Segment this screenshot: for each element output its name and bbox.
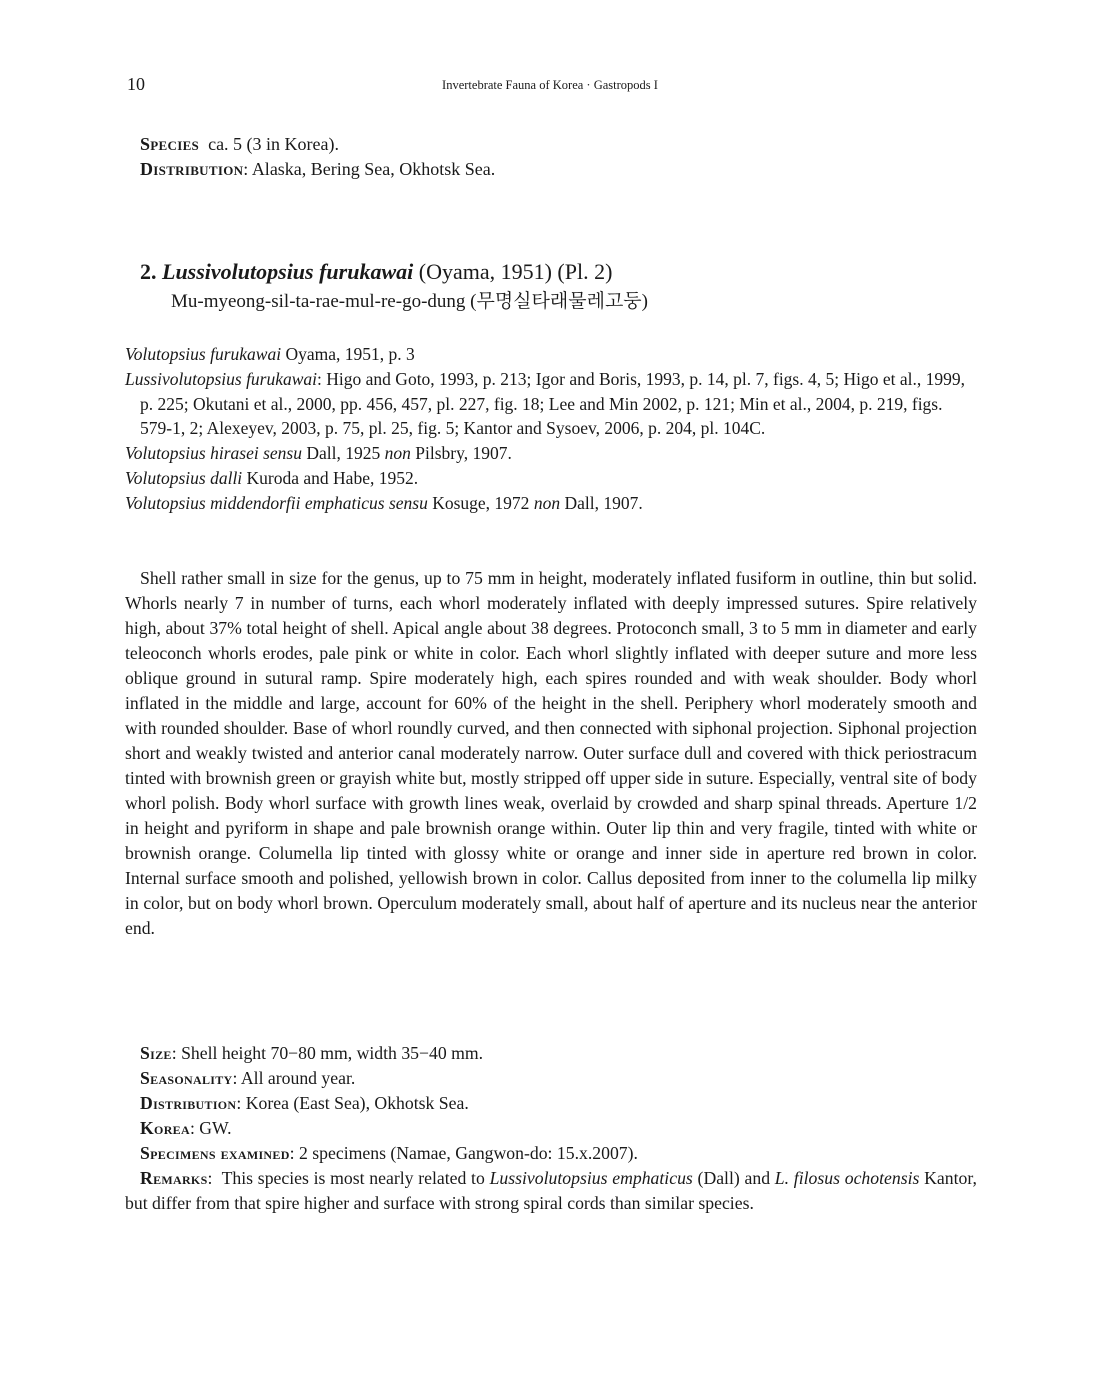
synonym-name: Volutopsius dalli xyxy=(125,467,243,488)
synonym-citation: : Higo and Goto, 1993, p. 213; Igor and Boris, 1993, p. 14, pl. 7, figs. 4, 5; Higo et al., 1999, p. 225; Okutani et al., 2000, pp. 456, 457, pl. 227, fig. 18; Lee and Min 2002, p. 121; Min et al., 2004, p. 219, figs. 579-1, 2; Alexeyev, 2003, p. 75, pl. 25, fig. 5; Kantor and Sysoev, 2006, p. 204, pl. 104C. xyxy=(140,368,965,439)
distribution-text: Alaska, Bering Sea, Okhotsk Sea. xyxy=(251,159,496,179)
synonym-citation: Kuroda and Habe, 1952. xyxy=(242,467,419,488)
synonym-name: Lussivolutopsius furukawai xyxy=(125,368,318,389)
scientific-name: Lussivolutopsius furukawai xyxy=(162,259,414,284)
korean-common-name: Mu-myeong-sil-ta-rae-mul-re-go-dung (무명실타래물레고둥) xyxy=(171,291,648,312)
korea-text: GW. xyxy=(199,1118,232,1138)
remarks-text: This species is most nearly related to xyxy=(221,1168,490,1188)
remarks-text: (Dall) and xyxy=(692,1168,775,1188)
remarks-species-name: Lussivolutopsius emphaticus xyxy=(489,1168,693,1188)
running-title: Invertebrate Fauna of Korea · Gastropods I xyxy=(442,78,658,92)
synonym-citation: Kosuge, 1972 xyxy=(427,492,534,513)
page-number: 10 xyxy=(127,74,145,94)
distribution-text: Korea (East Sea), Okhotsk Sea. xyxy=(245,1093,469,1113)
synonym-entry xyxy=(125,342,977,367)
species-label: Species xyxy=(140,134,200,154)
synonym-name: Volutopsius middendorfii emphaticus sensu xyxy=(125,492,428,513)
species-notes xyxy=(125,1041,977,1216)
specimens-label: Specimens examined xyxy=(140,1143,290,1163)
remarks-text: Kantor, but differ from that spire higher and surface with strong spiral cords than similar species. xyxy=(125,1168,977,1213)
specimens-text: 2 specimens (Namae, Gangwon-do: 15.x.2007). xyxy=(299,1143,638,1163)
remarks-label: Remarks xyxy=(140,1168,208,1188)
remarks-species-name: L. filosus ochotensis xyxy=(774,1168,920,1188)
species-description: Shell rather small in size for the genus, up to 75 mm in height, moderately inflated fusiform in outline, thin but solid. Whorls nearly 7 in number of turns, each whorl moderately inflated with deeply impressed sutures. Spire relatively high, about 37% total height of shell. Apical angle about 38 degrees. Protoconch small, 3 to 5 mm in diameter and early teleoconch whorls erodes, pale pink or white in color. Each whorl slightly inflated with deeper suture and more less oblique ground in sutural ramp. Spire moderately high, each spires rounded and with weak shoulder. Body whorl inflated in the middle and large, account for 60% of the height in the shell. Periphery whorl moderately smooth and with rounded shoulder. Base of whorl roundly curved, and then connected with siphonal projection. Siphonal projection short and weakly twisted and anterior canal moderately narrow. Outer surface dull and covered with thick periostracum tinted with brownish green or grayish white but, mostly stripped off upper side in suture. Especially, ventral site of body whorl polish. Body whorl surface with growth lines weak, overlaid by crowded and sharp spinal threads. Aperture 1/2 in height and pyriform in shape and pale brownish orange within. Outer lip thin and very fragile, tinted with white or brownish orange. Columella lip tinted with glossy white or orange and inner side in aperture red brown in color. Internal surface smooth and polished, yellowish brown in color. Callus deposited from inner to the columella lip milky in color, but on body whorl brown. Operculum moderately small, about half of aperture and its nucleus near the anterior end. xyxy=(125,568,977,938)
synonym-citation: Oyama, 1951, p. 3 xyxy=(281,344,415,364)
korea-label: Korea xyxy=(140,1118,190,1138)
synonym-qualifier: non xyxy=(533,492,561,513)
size-note: Size: Shell height 70−80 mm, width 35−40 mm. xyxy=(140,1043,484,1063)
seasonality-text: All around year. xyxy=(240,1068,356,1088)
distribution-note: Distribution: Korea (East Sea), Okhotsk Sea. xyxy=(140,1093,469,1113)
seasonality-note: Seasonality: All around year. xyxy=(140,1068,356,1088)
synonym-name: Volutopsius furukawai xyxy=(125,344,282,364)
genus-distribution: Distribution: Alaska, Bering Sea, Okhotsk Sea. xyxy=(140,159,496,179)
korea-note: Korea: GW. xyxy=(140,1118,232,1138)
species-number: 2. xyxy=(140,259,157,284)
synonym-entry xyxy=(125,441,977,466)
size-label: Size xyxy=(140,1043,172,1063)
species-count-text: ca. 5 (3 in Korea). xyxy=(208,134,340,154)
specimens-note: Specimens examined: 2 specimens (Namae, Gangwon-do: 15.x.2007). xyxy=(140,1143,638,1163)
distribution-label: Distribution xyxy=(140,1093,237,1113)
species-heading xyxy=(140,257,612,287)
synonym-name: Volutopsius hirasei sensu xyxy=(125,443,302,464)
synonym-citation: Dall, 1925 xyxy=(301,443,385,464)
size-text: Shell height 70−80 mm, width 35−40 mm. xyxy=(181,1043,484,1063)
synonym-entry xyxy=(125,491,977,516)
remarks-note: Remarks: This species is most nearly related to Lussivolutopsius emphaticus (Dall) and L. filosus ochotensis Kantor, but differ from that spire higher and surface with strong spiral cords than similar species. xyxy=(125,1168,977,1213)
species-authority: (Oyama, 1951) (Pl. 2) xyxy=(418,259,613,284)
synonym-qualifier: non xyxy=(384,443,411,464)
synonym-citation-tail: Pilsbry, 1907. xyxy=(410,443,512,464)
distribution-label: Distribution xyxy=(140,159,244,179)
seasonality-label: Seasonality xyxy=(140,1068,233,1088)
synonym-entry xyxy=(125,367,977,441)
synonym-entry xyxy=(125,466,977,491)
genus-species-count xyxy=(140,132,339,157)
synonymy-list xyxy=(125,342,977,516)
synonym-citation-tail: Dall, 1907. xyxy=(560,492,643,513)
